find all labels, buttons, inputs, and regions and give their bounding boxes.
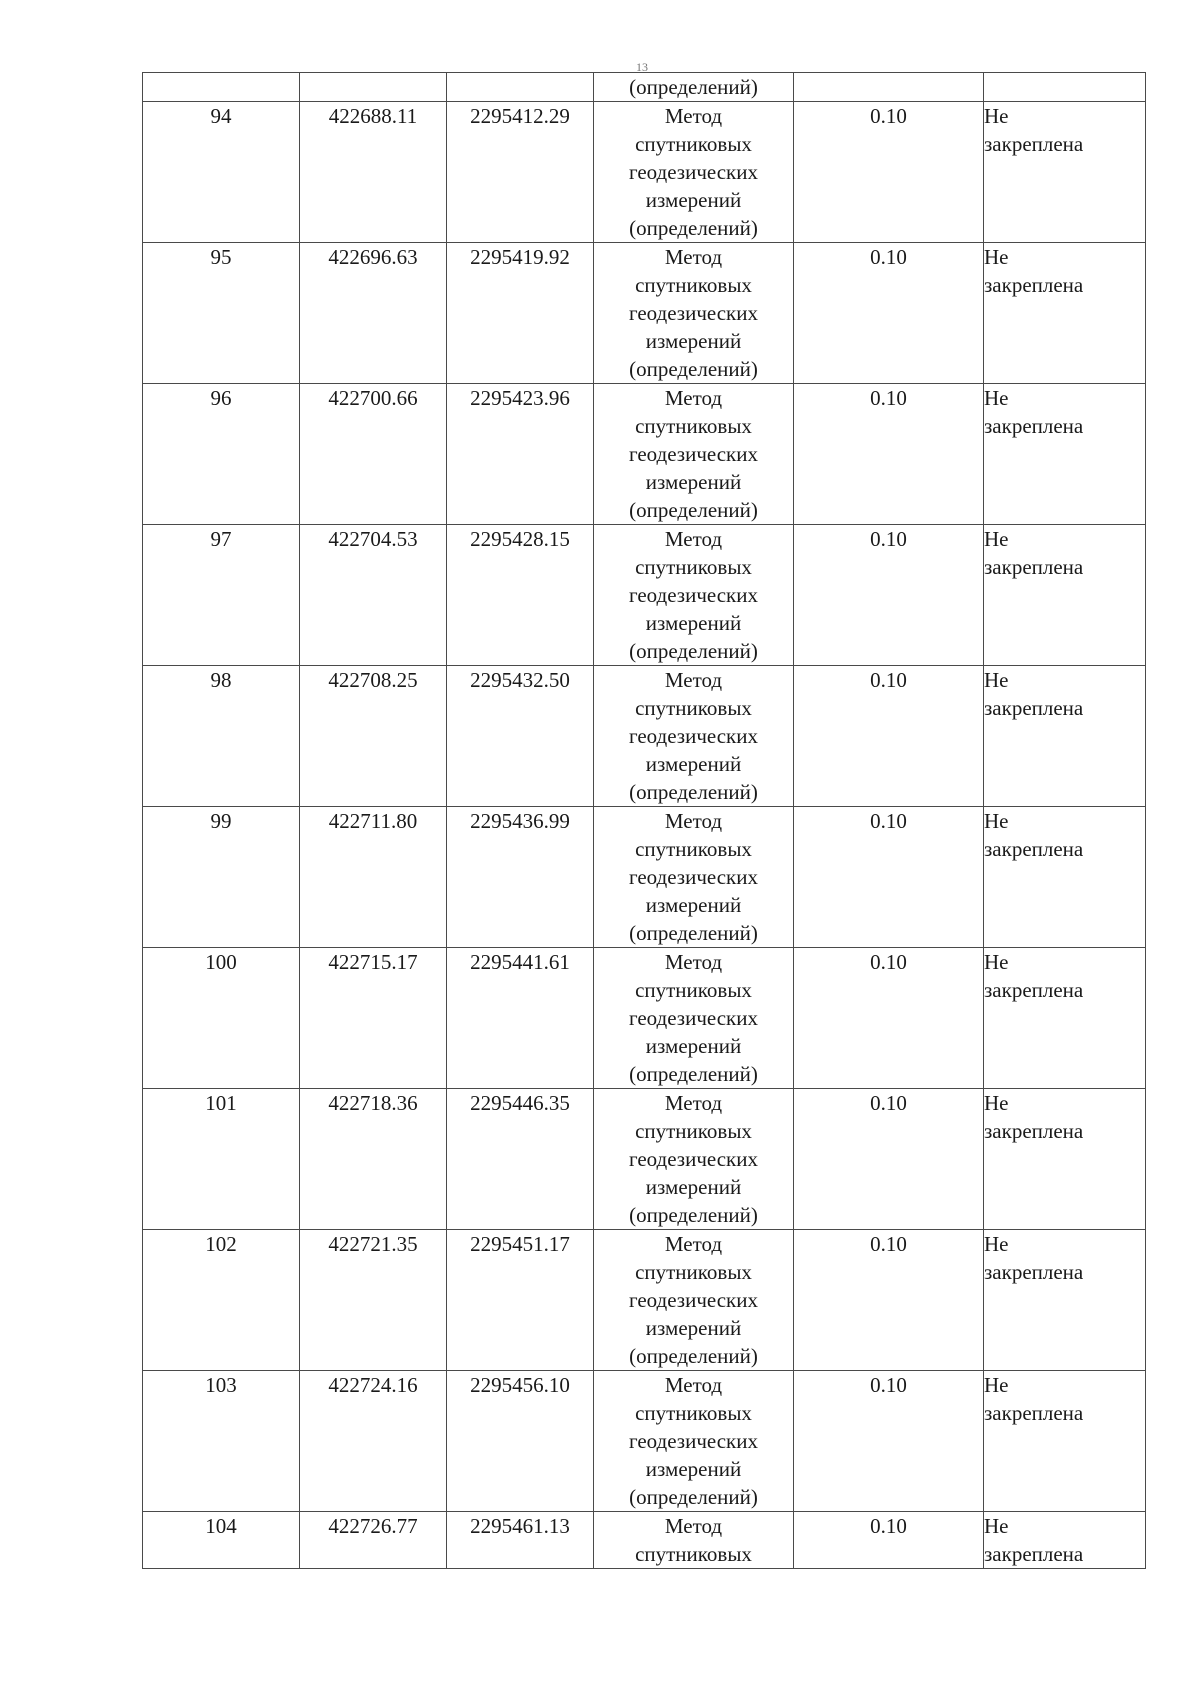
- cell-fixation: [984, 102, 1146, 243]
- method-line: измерений: [645, 470, 742, 494]
- cell-method: [594, 384, 794, 525]
- cell-point-number: 98: [143, 666, 300, 807]
- cell-method: [594, 666, 794, 807]
- cell-fixation: [984, 73, 1146, 102]
- cell-method: [594, 807, 794, 948]
- method-line: Метод: [664, 386, 723, 410]
- cell-point-number: 96: [143, 384, 300, 525]
- cell-accuracy: 0.10: [794, 948, 984, 1089]
- table-row: [143, 1371, 1146, 1512]
- cell-accuracy: 0.10: [794, 384, 984, 525]
- fixation-line: закреплена: [984, 1119, 1084, 1143]
- cell-x-coordinate: 422696.63: [300, 243, 447, 384]
- method-line: спутниковых: [635, 978, 752, 1002]
- fixation-line: закреплена: [984, 414, 1084, 438]
- table-row: [143, 1230, 1146, 1371]
- method-line: Метод: [664, 950, 723, 974]
- method-line: геодезических: [628, 1429, 758, 1453]
- cell-x-coordinate: 422718.36: [300, 1089, 447, 1230]
- cell-x-coordinate: 422726.77: [300, 1512, 447, 1569]
- method-line: (определений): [629, 1344, 758, 1368]
- cell-method: [594, 243, 794, 384]
- cell-accuracy: 0.10: [794, 243, 984, 384]
- fixation-line: Не: [984, 527, 1009, 551]
- method-line: измерений: [645, 1175, 742, 1199]
- method-line: спутниковых: [635, 1401, 752, 1425]
- table-row: [143, 948, 1146, 1089]
- fixation-line: закреплена: [984, 1260, 1084, 1284]
- cell-point-number: 101: [143, 1089, 300, 1230]
- cell-method-fragment: (определений): [594, 73, 794, 102]
- method-line: геодезических: [628, 442, 758, 466]
- fixation-line: Не: [984, 668, 1009, 692]
- fixation-line: Не: [984, 1091, 1009, 1115]
- method-line: (определений): [629, 357, 758, 381]
- cell-accuracy: 0.10: [794, 1089, 984, 1230]
- method-line: геодезических: [628, 1288, 758, 1312]
- method-line: спутниковых: [635, 1260, 752, 1284]
- method-line: спутниковых: [635, 1119, 752, 1143]
- table-row: [143, 666, 1146, 807]
- method-line: измерений: [645, 752, 742, 776]
- fixation-line: закреплена: [984, 1401, 1084, 1425]
- cell-y-coordinate: 2295456.10: [447, 1371, 594, 1512]
- method-line: геодезических: [628, 301, 758, 325]
- continuation-row: [143, 73, 1146, 102]
- cell-y-coordinate: 2295436.99: [447, 807, 594, 948]
- method-line: геодезических: [628, 583, 758, 607]
- method-line: (определений): [629, 921, 758, 945]
- cell-accuracy: 0.10: [794, 1512, 984, 1569]
- method-line: геодезических: [628, 724, 758, 748]
- method-line: спутниковых: [635, 555, 752, 579]
- cell-method: [594, 948, 794, 1089]
- cell-y-coordinate: 2295432.50: [447, 666, 594, 807]
- fixation-line: Не: [984, 104, 1009, 128]
- coordinates-table-body: [143, 73, 1146, 1569]
- cell-accuracy: 0.10: [794, 666, 984, 807]
- cell-accuracy: 0.10: [794, 807, 984, 948]
- method-line: Метод: [664, 1091, 723, 1115]
- method-line: спутниковых: [635, 273, 752, 297]
- table-row: [143, 243, 1146, 384]
- cell-fixation: [984, 1371, 1146, 1512]
- cell-y-coordinate: 2295412.29: [447, 102, 594, 243]
- cell-method: [594, 1089, 794, 1230]
- method-line: измерений: [645, 329, 742, 353]
- cell-method: [594, 1371, 794, 1512]
- fixation-line: закреплена: [984, 555, 1084, 579]
- cell-point-number: 94: [143, 102, 300, 243]
- table-row: [143, 1089, 1146, 1230]
- cell-x: [300, 73, 447, 102]
- method-line: Метод: [664, 809, 723, 833]
- fixation-line: Не: [984, 1373, 1009, 1397]
- cell-fixation: [984, 807, 1146, 948]
- method-line: измерений: [645, 611, 742, 635]
- table-row: [143, 1512, 1146, 1569]
- cell-fixation: [984, 243, 1146, 384]
- fixation-line: закреплена: [984, 273, 1084, 297]
- fixation-line: закреплена: [984, 1542, 1084, 1566]
- fixation-line: закреплена: [984, 696, 1084, 720]
- table-row: [143, 102, 1146, 243]
- method-line: (определений): [629, 1062, 758, 1086]
- cell-method: [594, 1230, 794, 1371]
- method-line: спутниковых: [635, 132, 752, 156]
- cell-y-coordinate: 2295419.92: [447, 243, 594, 384]
- cell-y-coordinate: 2295451.17: [447, 1230, 594, 1371]
- cell-accuracy: 0.10: [794, 1230, 984, 1371]
- method-line: Метод: [664, 104, 723, 128]
- method-line: спутниковых: [635, 696, 752, 720]
- method-line: Метод: [664, 527, 723, 551]
- method-line: Метод: [664, 1514, 723, 1538]
- method-line: измерений: [645, 1034, 742, 1058]
- cell-y-coordinate: 2295423.96: [447, 384, 594, 525]
- fixation-line: Не: [984, 809, 1009, 833]
- method-line: геодезических: [628, 160, 758, 184]
- method-line: (определений): [629, 1203, 758, 1227]
- cell-point-number: 100: [143, 948, 300, 1089]
- cell-x-coordinate: 422721.35: [300, 1230, 447, 1371]
- cell-method: [594, 525, 794, 666]
- cell-y: [447, 73, 594, 102]
- cell-accuracy: 0.10: [794, 1371, 984, 1512]
- cell-point-number: 95: [143, 243, 300, 384]
- method-line: (определений): [629, 498, 758, 522]
- page-number: 13: [636, 60, 648, 74]
- method-line: измерений: [645, 1457, 742, 1481]
- method-line: спутниковых: [635, 1542, 752, 1566]
- method-line: спутниковых: [635, 414, 752, 438]
- method-line: Метод: [664, 1373, 723, 1397]
- fixation-line: закреплена: [984, 978, 1084, 1002]
- fixation-line: закреплена: [984, 132, 1084, 156]
- method-line: измерений: [645, 893, 742, 917]
- fixation-line: закреплена: [984, 837, 1084, 861]
- method-line: Метод: [664, 668, 723, 692]
- cell-point-number: 103: [143, 1371, 300, 1512]
- method-line: (определений): [629, 780, 758, 804]
- cell-accuracy: 0.10: [794, 525, 984, 666]
- cell-num: [143, 73, 300, 102]
- cell-fixation: [984, 948, 1146, 1089]
- cell-fixation: [984, 1230, 1146, 1371]
- method-line: Метод: [664, 1232, 723, 1256]
- cell-accuracy: 0.10: [794, 102, 984, 243]
- method-line: спутниковых: [635, 837, 752, 861]
- cell-x-coordinate: 422688.11: [300, 102, 447, 243]
- table-row: [143, 807, 1146, 948]
- cell-y-coordinate: 2295441.61: [447, 948, 594, 1089]
- method-line: измерений: [645, 1316, 742, 1340]
- cell-x-coordinate: 422711.80: [300, 807, 447, 948]
- cell-fixation: [984, 1089, 1146, 1230]
- cell-x-coordinate: 422715.17: [300, 948, 447, 1089]
- cell-y-coordinate: 2295461.13: [447, 1512, 594, 1569]
- method-line: геодезических: [628, 1006, 758, 1030]
- method-line: (определений): [629, 639, 758, 663]
- cell-fixation: [984, 525, 1146, 666]
- fixation-line: Не: [984, 950, 1009, 974]
- cell-x-coordinate: 422700.66: [300, 384, 447, 525]
- method-line: Метод: [664, 245, 723, 269]
- coordinates-table: [142, 72, 1146, 1569]
- cell-x-coordinate: 422704.53: [300, 525, 447, 666]
- method-line: (определений): [629, 216, 758, 240]
- cell-fixation: [984, 384, 1146, 525]
- cell-y-coordinate: 2295428.15: [447, 525, 594, 666]
- fixation-line: Не: [984, 245, 1009, 269]
- method-line: геодезических: [628, 865, 758, 889]
- cell-method: [594, 1512, 794, 1569]
- cell-method: [594, 102, 794, 243]
- cell-fixation: [984, 666, 1146, 807]
- method-line: измерений: [645, 188, 742, 212]
- cell-point-number: 97: [143, 525, 300, 666]
- table-row: [143, 384, 1146, 525]
- cell-x-coordinate: 422708.25: [300, 666, 447, 807]
- fixation-line: Не: [984, 1514, 1009, 1538]
- cell-x-coordinate: 422724.16: [300, 1371, 447, 1512]
- cell-point-number: 104: [143, 1512, 300, 1569]
- cell-point-number: 102: [143, 1230, 300, 1371]
- method-line: (определений): [629, 1485, 758, 1509]
- table-row: [143, 525, 1146, 666]
- cell-error: [794, 73, 984, 102]
- cell-y-coordinate: 2295446.35: [447, 1089, 594, 1230]
- method-line: геодезических: [628, 1147, 758, 1171]
- fixation-line: Не: [984, 1232, 1009, 1256]
- cell-point-number: 99: [143, 807, 300, 948]
- fixation-line: Не: [984, 386, 1009, 410]
- cell-fixation: [984, 1512, 1146, 1569]
